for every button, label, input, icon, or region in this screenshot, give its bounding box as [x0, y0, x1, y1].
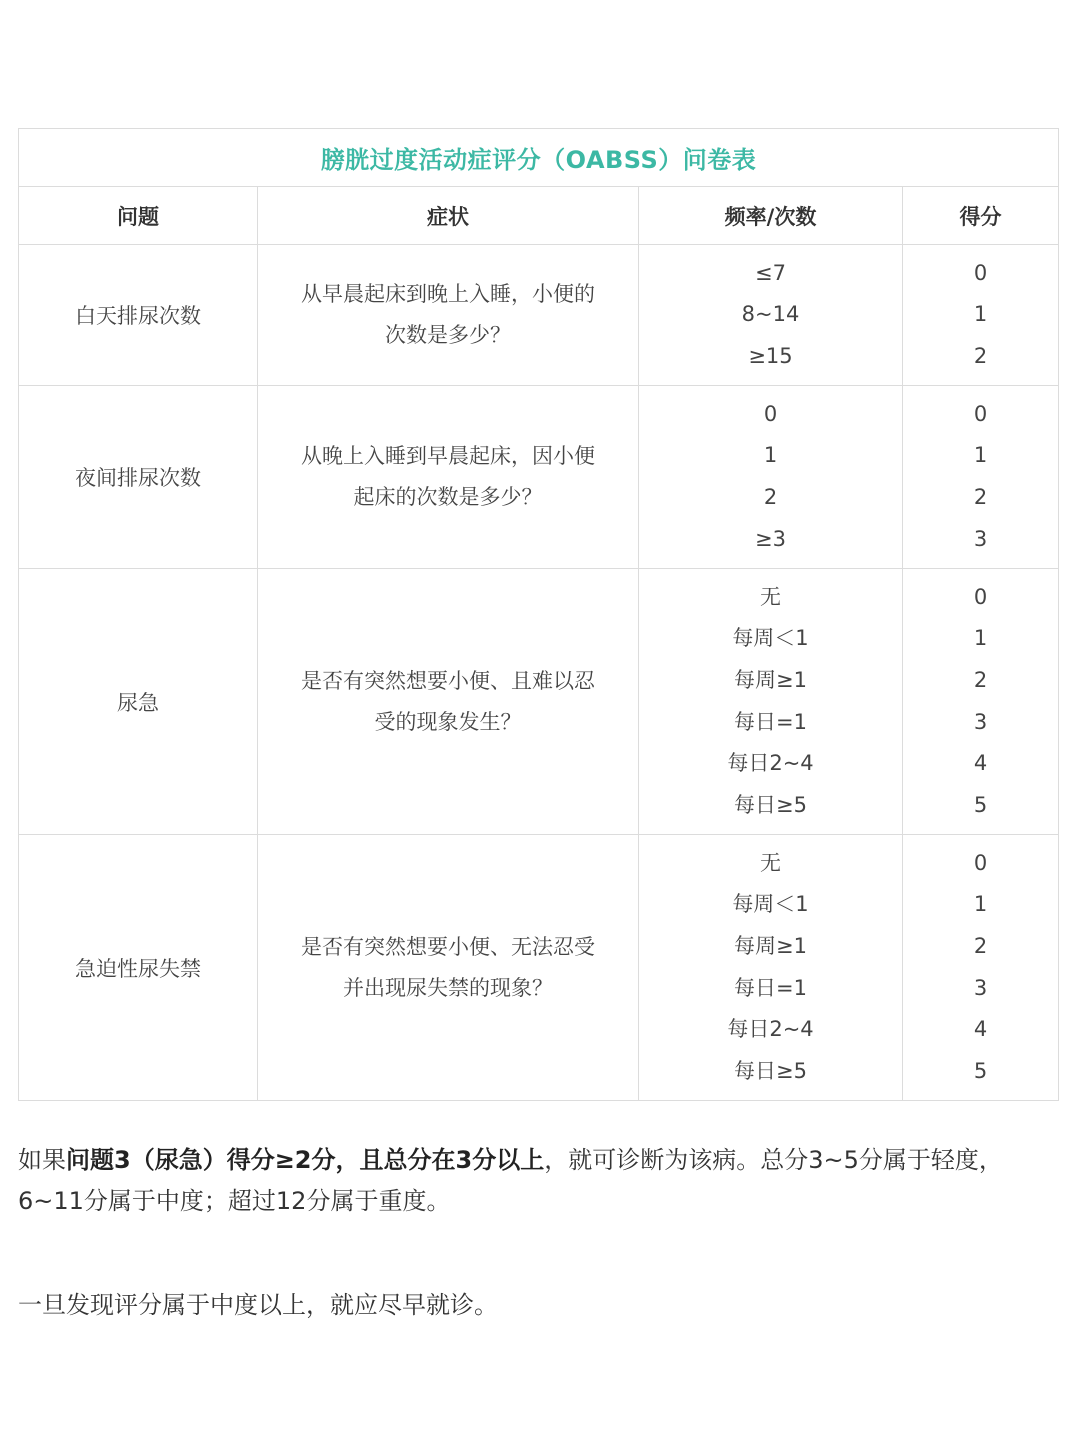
table-row: [19, 569, 1059, 835]
symptom-line: 并出现尿失禁的现象？: [343, 975, 553, 1000]
score-value: 1: [973, 302, 988, 327]
score-value: 3: [973, 709, 988, 734]
diagnosis-text-part2: ，就可诊断为该病。总分3~5分属于轻度，6~11分属于中度；超过12分属于重度。: [18, 1146, 1003, 1215]
score-value: 0: [973, 260, 988, 285]
score-value: 0: [973, 584, 988, 609]
frequency-cell: [639, 835, 903, 1101]
score-value: 1: [973, 626, 988, 651]
score-cell: [903, 569, 1059, 835]
table-row: [19, 835, 1059, 1101]
score-value: 1: [973, 892, 988, 917]
score-cell: [903, 835, 1059, 1101]
symptom-cell: [258, 835, 639, 1101]
score-value: 5: [973, 1058, 988, 1083]
diagnosis-text-part1: 如果: [18, 1146, 66, 1174]
score-value: 4: [973, 751, 988, 776]
score-value: 3: [973, 975, 988, 1000]
frequency-cell: [639, 386, 903, 569]
frequency-value: 每周≥1: [734, 667, 807, 692]
score-value: 2: [973, 485, 988, 509]
symptom-cell: [258, 569, 639, 835]
score-value: 2: [973, 933, 988, 958]
symptom-cell: [258, 245, 639, 386]
symptom-line: 是否有突然想要小便、无法忍受: [301, 934, 595, 959]
table-row: [19, 386, 1059, 569]
frequency-value: 1: [763, 443, 778, 468]
question-cell: 夜间排尿次数: [19, 386, 258, 569]
table-row: [19, 245, 1059, 386]
header-symptom: 症状: [258, 187, 639, 245]
score-value: 2: [973, 343, 988, 368]
score-value: 1: [973, 443, 988, 468]
frequency-value: 每日≥5: [734, 1058, 807, 1083]
diagnosis-criteria-bold: 问题3（尿急）得分≥2分，且总分在3分以上: [66, 1146, 545, 1174]
question-cell: 急迫性尿失禁: [19, 835, 258, 1101]
symptom-line: 从早晨起床到晚上入睡，小便的: [301, 282, 595, 306]
frequency-value: ≥3: [755, 526, 786, 551]
header-frequency: 频率/次数: [639, 187, 903, 245]
score-value: 0: [973, 401, 988, 426]
frequency-value: 每日2~4: [727, 1017, 814, 1042]
symptom-line: 起床的次数是多少？: [353, 485, 543, 509]
score-value: 0: [973, 850, 988, 875]
symptom-line: 次数是多少？: [385, 323, 511, 347]
score-value: 3: [973, 526, 988, 551]
header-score: 得分: [903, 187, 1059, 245]
table-title: 膀胱过度活动症评分（OABSS）问卷表: [19, 129, 1059, 187]
frequency-cell: [639, 245, 903, 386]
frequency-value: 每日=1: [734, 709, 807, 734]
question-cell: 白天排尿次数: [19, 245, 258, 386]
frequency-value: 无: [760, 850, 781, 875]
score-cell: [903, 245, 1059, 386]
score-value: 4: [973, 1017, 988, 1042]
question-cell: 尿急: [19, 569, 258, 835]
header-question: 问题: [19, 187, 258, 245]
score-value: 5: [973, 792, 988, 817]
symptom-line: 从晚上入睡到早晨起床，因小便: [301, 444, 595, 468]
frequency-value: ≥15: [748, 343, 793, 368]
symptom-line: 是否有突然想要小便、且难以忍: [301, 668, 595, 693]
frequency-value: 每周≥1: [734, 933, 807, 958]
table-title-row: [19, 129, 1059, 187]
frequency-value: 8~14: [741, 302, 800, 327]
diagnosis-paragraph: [18, 1140, 1063, 1222]
symptom-line: 受的现象发生？: [374, 709, 522, 734]
frequency-value: ≤7: [755, 260, 786, 285]
oabss-table: [18, 128, 1059, 1101]
symptom-cell: [258, 386, 639, 569]
score-value: 2: [973, 667, 988, 692]
frequency-value: 0: [763, 401, 778, 426]
frequency-cell: [639, 569, 903, 835]
frequency-value: 每日2~4: [727, 751, 814, 776]
frequency-value: 每日≥5: [734, 792, 807, 817]
frequency-value: 无: [760, 584, 781, 609]
frequency-value: 每周＜1: [732, 626, 809, 651]
advice-paragraph: 一旦发现评分属于中度以上，就应尽早就诊。: [18, 1291, 498, 1319]
frequency-value: 每日=1: [734, 975, 807, 1000]
frequency-value: 每周＜1: [732, 892, 809, 917]
score-cell: [903, 386, 1059, 569]
frequency-value: 2: [763, 485, 778, 509]
table-header-row: [19, 187, 1059, 245]
